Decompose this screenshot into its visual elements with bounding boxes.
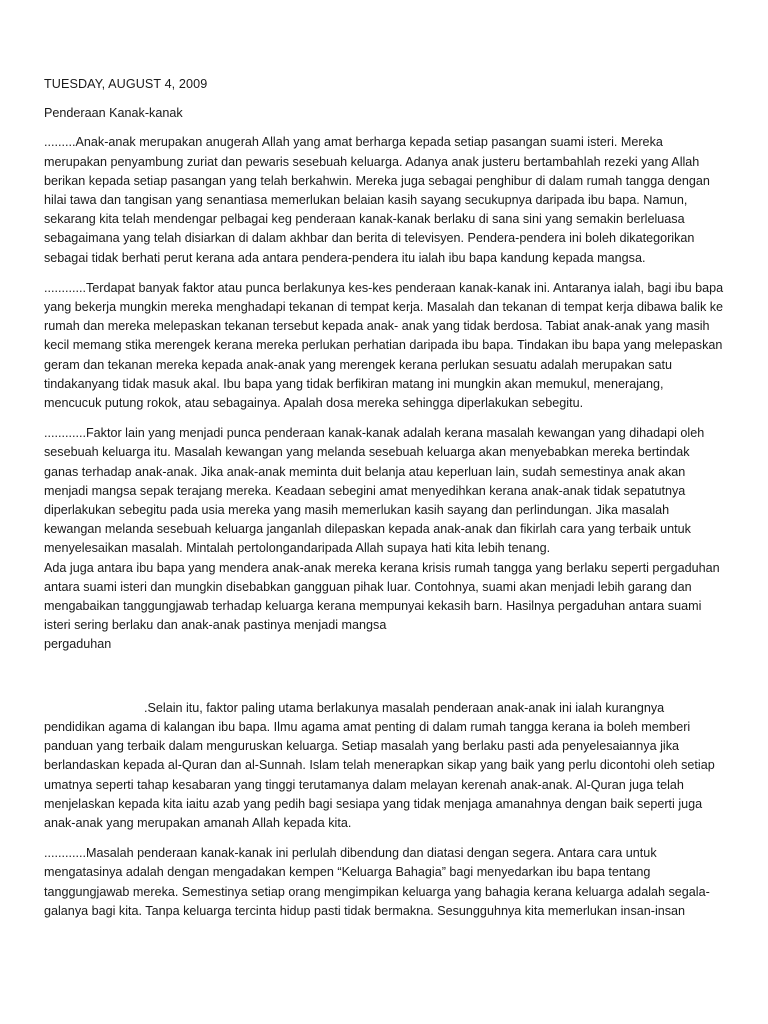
post-title: Penderaan Kanak-kanak	[44, 106, 183, 121]
blank-gap	[44, 655, 724, 699]
paragraph-religion: pendidikan agama di kalangan ibu bapa. Ilmu agama amat penting di dalam rumah tangga kerana ia boleh memberi panduan yang terbaik dalam menguruskan keluarga. Setiap masalah yang berlaku pasti ada penyelesaiannya jika berlandaskan kepada al-Quran dan al-Sunnah. Islam telah menerapkan sikap yang baik yang perlu dicontohi oleh setiap umatnya seperti tahap kesabaran yang tinggi terutamanya dalam melayan kerenah anak-anak. Al-Quran juga telah menjelaskan kepada kita iaitu azab yang pedih bagi sesiapa yang tidak menjaga amanahnya dengan baik seperti juga anak-anak yang merupakan amanah Allah kepada kita.	[44, 719, 715, 830]
paragraph-religion-lead: .Selain itu, faktor paling utama berlakunya masalah penderaan anak-anak ini ialah kurangnya	[144, 700, 665, 715]
paragraph-factors: ............Terdapat banyak faktor atau punca berlakunya kes-kes penderaan kanak-kanak ini. Antaranya ialah, bagi ibu bapa yang bekerja mungkin mereka menghadapi tekanan di tempat kerja. Masalah dan tekanan di tempat kerja dibawa balik ke rumah dan mereka melepaskan tekanan tersebut kepada anak- anak yang tidak berdosa. Tabiat anak-anak yang masih kecil memang stika merengek kerana mereka perlukan perhatian daripada ibu bapa. Tindakan ibu bapa yang melepaskan geram dan tekanan mereka kepada anak-anak yang merengek kerana perlukan sesuatu adalah merupakan satu tindakanyang tidak masuk akal. Ibu bapa yang tidak berfikiran matang ini mungkin akan memukul, menerajang, mencucuk putung rokok, atau sebagainya. Apalah dosa mereka sehingga diperlakukan sebegitu.	[44, 280, 724, 411]
paragraph-household-crisis: Ada juga antara ibu bapa yang mendera anak-anak mereka kerana krisis rumah tangga yang berlaku seperti pergaduhan antara suami isteri dan mungkin disebabkan gangguan pihak luar. Contohnya, suami akan menjadi lebih garang dan mengabaikan tanggungjawab terhadap keluarga kerana mempunyai kekasih barn. Hasilnya pergaduhan antara suami isteri sering berlaku dan anak-anak pastinya menjadi mangsa	[44, 560, 720, 633]
paragraph-financial: ............Faktor lain yang menjadi punca penderaan kanak-kanak adalah kerana masalah kewangan yang dihadapi oleh sesebuah keluarga itu. Masalah kewangan yang melanda sesebuah keluarga akan menyebabkan mereka bertindak ganas terhadap anak-anak. Jika anak-anak meminta duit belanja atau keperluan lain, sudah semestinya anak akan menjadi mangsa sepak terajang mereka. Keadaan sebegini amat menyedihkan kerana anak-anak tidak sepatutnya diperlakukan sebegitu pada usia mereka yang masih memerlukan kasih sayang dan perlindungan. Jika masalah kewangan melanda sesebuah keluarga janganlah dilepaskan kepada anak-anak dan fikirlah cara yang terbaik untuk menyelesaikan masalah. Mintalah pertolongandaripada Allah supaya hati kita lebih tenang.	[44, 426, 705, 556]
paragraph-intro: .........Anak-anak merupakan anugerah Allah yang amat berharga kepada setiap pasangan suami isteri. Mereka merupakan penyambung zuriat dan pewaris sesebuah keluarga. Adanya anak justeru bertambahlah rezeki yang Allah berikan kepada setiap pasangan yang telah berkahwin. Mereka juga sebagai penghibur di dalam rumah tangga dengan hilai tawa dan tangisan yang senantiasa memerlukan belaian kasih sayang secukupnya daripada ibu bapa. Namun, sekarang kita telah mendengar pelbagai keg penderaan kanak-kanak berlaku di sana sini yang semakin berleluasa sebagaimana yang telah disiarkan di dalam akhbar dan berita di televisyen. Pendera-pendera ini boleh dikategorikan sebagai tidak berhati perut kerana ada antara pendera-pendera itu ialah ibu bapa kandung kepada mangsa.	[44, 135, 710, 265]
paragraph-pergaduhan: pergaduhan	[44, 637, 112, 652]
post-date: TUESDAY, AUGUST 4, 2009	[44, 77, 208, 91]
paragraph-solutions: ............Masalah penderaan kanak-kanak ini perlulah dibendung dan diatasi dengan segera. Antara cara untuk mengatasinya adalah dengan mengadakan kempen “Keluarga Bahagia” bagi menyedarkan ibu bapa tentang tanggungjawab mereka. Semestinya setiap orang mengimpikan keluarga yang bahagia kerana keluarga adalah segala-galanya bagi kita. Tanpa keluarga tercinta hidup pasti tidak bermakna. Sesungguhnya kita memerlukan insan-insan	[44, 846, 710, 918]
